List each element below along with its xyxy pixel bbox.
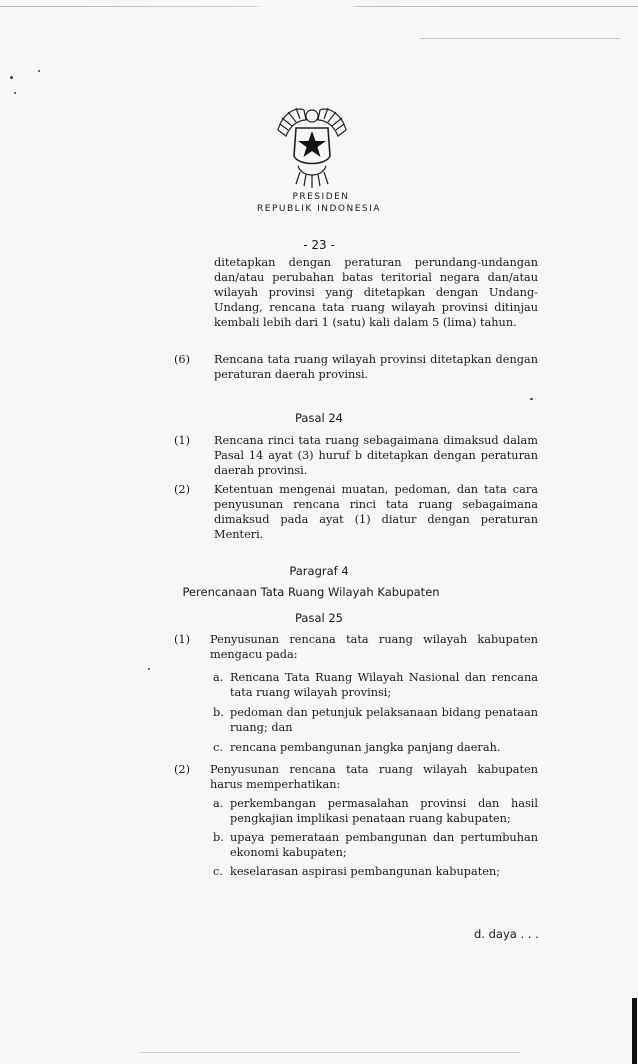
scan-edge-top [0,6,638,7]
pasal-24-title: Pasal 24 [295,411,343,425]
header-presiden: PRESIDEN [292,192,350,202]
pasal-25-item-1-b-text: pedoman dan petunjuk pelaksanaan bidang penataan ruang; dan [230,706,538,734]
pasal-24-item-2-number: (2) [174,483,191,496]
pasal-25-item-1-c-letter: c. [213,741,223,754]
scan-speck [38,70,40,72]
scan-speck [10,76,13,79]
paragraf-title: Paragraf 4 [289,564,349,578]
continuation-paragraph: ditetapkan dengan peraturan perundang-undangan dan/atau perubahan batas teritorial negara dan/atau wilayah provinsi yang ditetapkan dengan Undang-Undang, rencana tata ruang wilayah provinsi ditinjau kembali lebih dari 1 (satu) kali dalam 5 (lima) tahun. [214,256,538,329]
pasal-25-item-2-c-letter: c. [213,865,223,878]
scan-edge-right-bar [632,998,637,1064]
pasal-25-item-1-c-text: rencana pembangunan jangka panjang daerah. [230,741,501,754]
pasal-25-item-2-number: (2) [174,763,191,776]
pasal-25-item-2-a-letter: a. [213,797,224,810]
page-number: - 23 - [303,238,335,252]
pasal-25-item-2-c-text: keselarasan aspirasi pembangunan kabupaten; [230,865,501,878]
scan-speck [530,398,533,400]
garuda-emblem-icon [268,100,356,190]
pasal-25-item-1-b-letter: b. [213,706,224,719]
item-6-number: (6) [174,353,191,366]
pasal-25-item-1-a-letter: a. [213,671,224,684]
pasal-24-item-1-number: (1) [174,434,191,447]
pasal-24-item-1-text: Rencana rinci tata ruang sebagaimana dimaksud dalam Pasal 14 ayat (3) huruf b ditetapkan dengan peraturan daerah provinsi. [214,434,538,477]
pasal-25-item-1-text: Penyusunan rencana tata ruang wilayah kabupaten mengacu pada: [210,633,538,661]
pasal-25-item-2-a-text: perkembangan permasalahan provinsi dan hasil pengkajian implikasi penataan ruang kabupaten; [230,797,538,825]
paragraf-subtitle: Perencanaan Tata Ruang Wilayah Kabupaten [182,585,440,599]
pasal-24-item-2-text: Ketentuan mengenai muatan, pedoman, dan tata cara penyusunan rencana rinci tata ruang sebagaimana dimaksud pada ayat (1) diatur dengan peraturan Menteri. [214,483,538,541]
pasal-25-item-1-a-text: Rencana Tata Ruang Wilayah Nasional dan rencana tata ruang wilayah provinsi; [230,671,538,699]
scan-speck [14,92,16,94]
item-6-text: Rencana tata ruang wilayah provinsi ditetapkan dengan peraturan daerah provinsi. [214,353,538,381]
pasal-25-item-2-b-text: upaya pemerataan pembangunan dan pertumbuhan ekonomi kabupaten; [230,831,538,859]
pasal-25-item-1-number: (1) [174,633,191,646]
scan-edge-top-right [420,38,620,39]
pasal-25-item-2-text: Penyusunan rencana tata ruang wilayah kabupaten harus memperhatikan: [210,763,538,791]
footer-catchword: d. daya . . . [474,927,539,941]
pasal-25-item-2-b-letter: b. [213,831,224,844]
header-republik-indonesia: REPUBLIK INDONESIA [257,204,381,214]
pasal-25-title: Pasal 25 [295,611,343,625]
scan-speck [148,668,150,670]
scan-edge-bottom [140,1052,520,1053]
